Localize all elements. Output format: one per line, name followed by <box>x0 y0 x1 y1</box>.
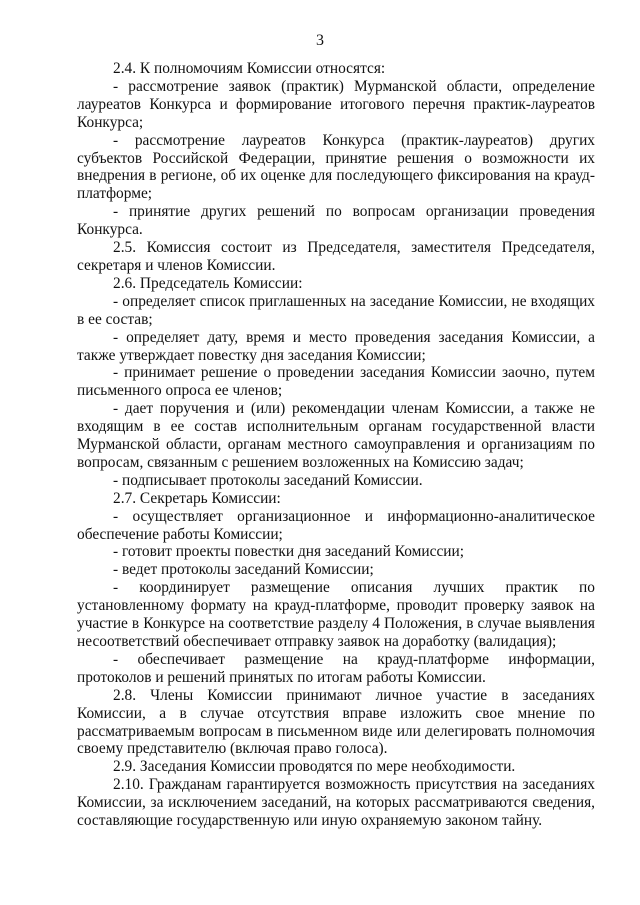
paragraph-2-4-heading: 2.4. К полномочиям Комиссии относятся: <box>113 60 386 77</box>
paragraph-2-4-item-3: - принятие других решений по вопросам организации проведения Конкурса. <box>77 203 595 239</box>
paragraph-2-6-item-1: - определяет список приглашенных на заседание Комиссии, не входящих в ее состав; <box>77 292 595 328</box>
document-body <box>77 60 595 830</box>
paragraph-2-5: 2.5. Комиссия состоит из Председателя, заместителя Председателя, секретаря и членов Комиссии. <box>77 239 595 274</box>
paragraph-2-4-item-2: - рассмотрение лауреатов Конкурса (практик-лауреатов) других субъектов Российской Федерации, принятие решения о возможности их внедрения в регионе, об их оценке для последующего фиксирования на крауд-платформе; <box>77 131 595 203</box>
paragraph-2-8: 2.8. Члены Комиссии принимают личное участие в заседаниях Комиссии, а в случае отсутствия вправе изложить свое мнение по рассматриваемым вопросам в письменном виде или делегировать полномочия своему представителю (включая право голоса). <box>77 686 595 758</box>
paragraph-2-6-heading: 2.6. Председатель Комиссии: <box>113 274 303 292</box>
paragraph-2-7-heading: 2.7. Секретарь Комиссии: <box>113 489 281 507</box>
paragraph-2-6-item-2: - определяет дату, время и место проведения заседания Комиссии, а также утверждает повестку дня заседания Комиссии; <box>77 328 595 364</box>
paragraph-2-7-item-2: - готовит проекты повестки дня заседаний Комиссии; <box>113 543 465 561</box>
paragraph-2-6-item-3: - принимает решение о проведении заседания Комиссии заочно, путем письменного опроса ее членов; <box>77 364 595 400</box>
paragraph-2-10: 2.10. Гражданам гарантируется возможность присутствия на заседаниях Комиссии, за исключением заседаний, на которых рассматриваются сведения, составляющие государственную или иную охраняемую законом тайну. <box>77 776 595 830</box>
paragraph-2-6-item-4: - дает поручения и (или) рекомендации членам Комиссии, а также не входящим в ее состав исполнительным органам государственной власти Мурманской области, органам местного самоуправления и организациям по вопросам, связанным с решением возложенных на Комиссию задач; <box>77 400 595 471</box>
paragraph-2-9: 2.9. Заседания Комиссии проводятся по мере необходимости. <box>113 758 516 776</box>
paragraph-2-7-item-4: - координирует размещение описания лучших практик по установленному формату на крауд-платформе, проводит проверку заявок на участие в Конкурсе на соответствие разделу 4 Положения, в случае выявления несоответствий обеспечивает отправку заявок на доработку (валидация); <box>77 579 595 650</box>
paragraph-2-7-item-5: - обеспечивает размещение на крауд-платформе информации, протоколов и решений принятых по итогам работы Комиссии. <box>77 650 595 686</box>
paragraph-2-6-item-5: - подписывает протоколы заседаний Комиссии. <box>113 471 423 489</box>
page-number: 3 <box>316 32 324 49</box>
paragraph-2-7-item-1: - осуществляет организационное и информационно-аналитическое обеспечение работы Комиссии; <box>77 507 595 543</box>
paragraph-2-4-item-1: - рассмотрение заявок (практик) Мурманской области, определение лауреатов Конкурса и формирование итогового перечня практик-лауреатов Конкурса; <box>77 77 595 131</box>
paragraph-2-7-item-3: - ведет протоколы заседаний Комиссии; <box>113 561 374 579</box>
